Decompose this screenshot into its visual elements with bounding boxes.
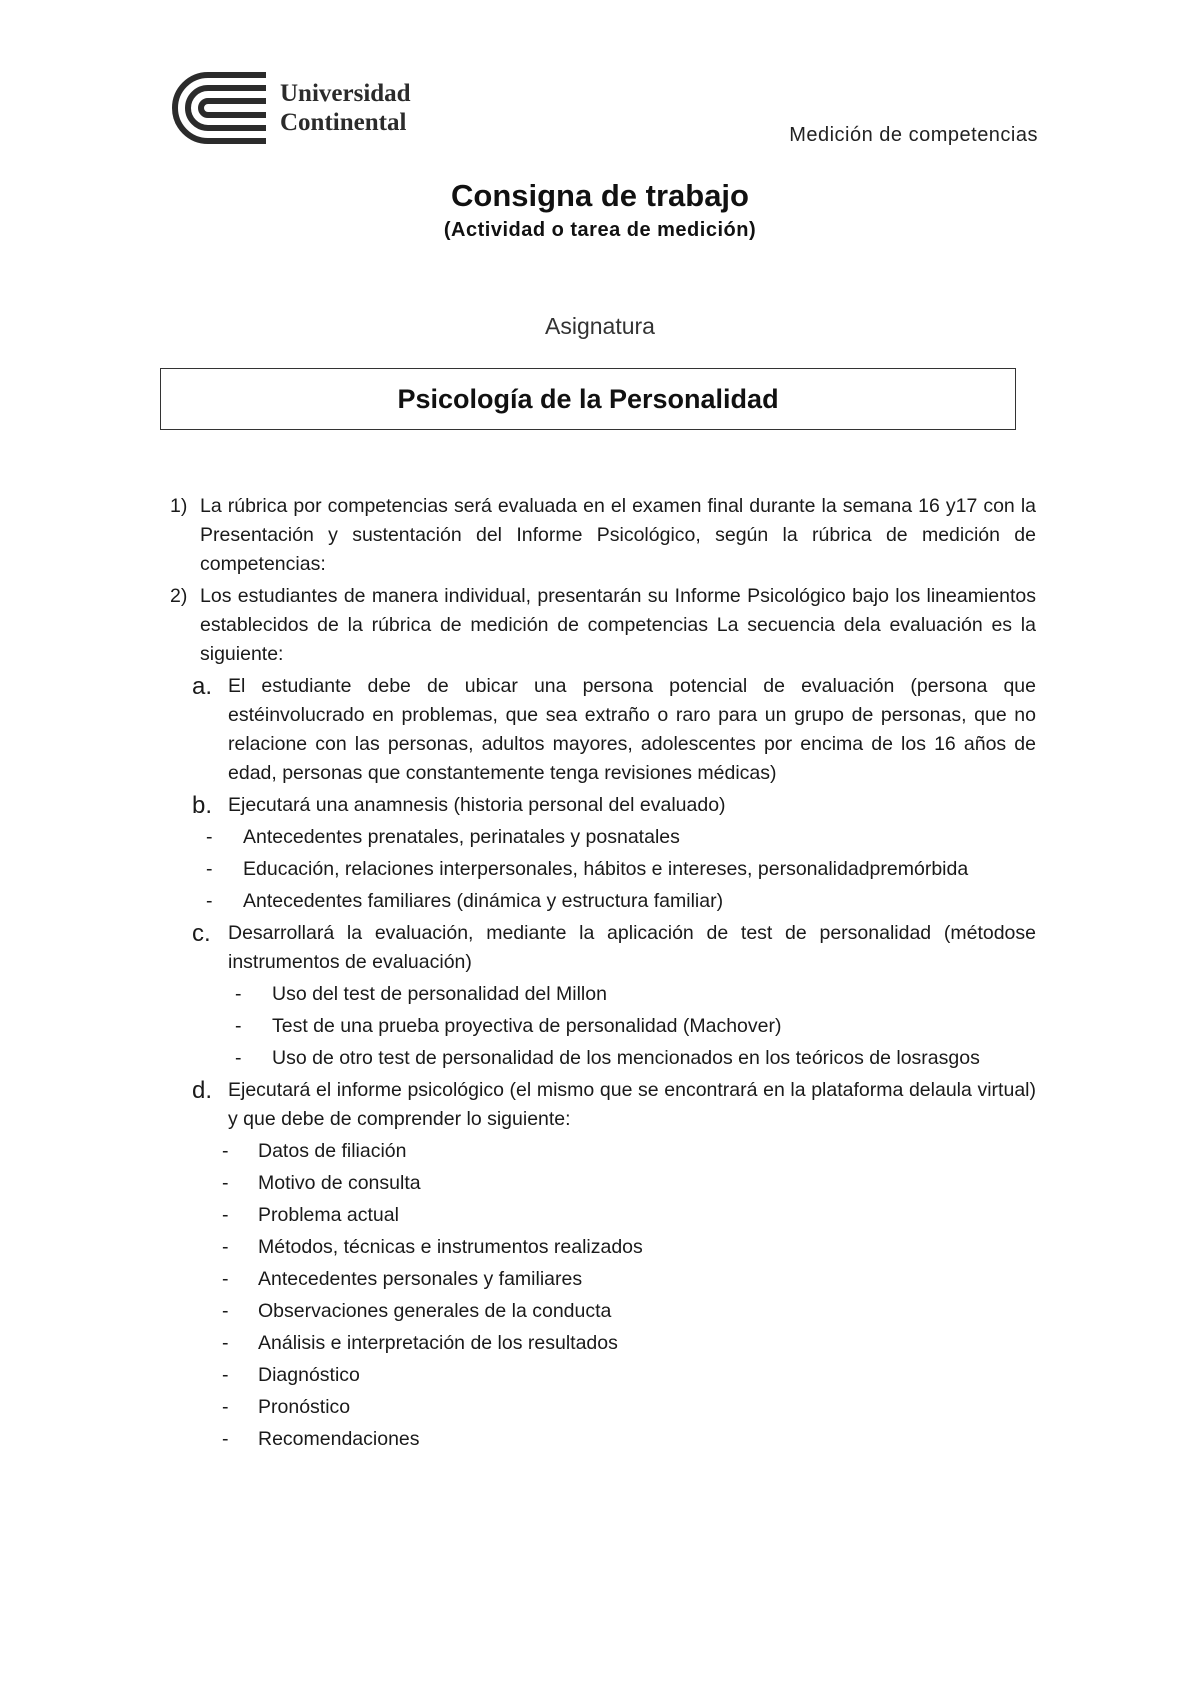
list-item — [170, 1012, 1036, 1041]
asignatura-label: Asignatura — [545, 313, 655, 339]
list-item — [170, 823, 1036, 852]
bullet-dash: - — [206, 890, 213, 912]
list-item-text: Observaciones generales de la conducta — [258, 1300, 612, 1322]
list-item-text: Análisis e interpretación de los resultados — [258, 1332, 618, 1354]
logo-line-1: Universidad — [280, 80, 411, 107]
item-marker: 2) — [170, 585, 188, 607]
item-text: Los estudiantes de manera individual, presentarán su Informe Psicológico bajo los lineamientos establecidos de la rúbrica de medición de competencias La secuencia dela evaluación es la siguiente: — [200, 585, 1036, 665]
sub-item-text: El estudiante debe de ubicar una persona potencial de evaluación (persona que estéinvolucrado en problemas, que sea extraño o raro para un grupo de personas, que no relacione con las personas, adultos mayores, adolescentes por encima de los 16 años de edad, personas que constantemente tenga revisiones médicas) — [228, 675, 1036, 784]
bullet-dash: - — [235, 1047, 242, 1069]
bullet-dash: - — [222, 1268, 229, 1290]
list-item — [170, 1329, 1036, 1358]
list-item — [170, 1361, 1036, 1390]
bullet-dash: - — [222, 1332, 229, 1354]
list-item — [170, 1297, 1036, 1326]
list-item — [170, 1265, 1036, 1294]
list-item-text: Diagnóstico — [258, 1364, 360, 1386]
sub-item-b — [170, 791, 1036, 820]
sub-item-text: Desarrollará la evaluación, mediante la aplicación de test de personalidad (métodose instrumentos de evaluación) — [228, 922, 1036, 973]
page-title: Consigna de trabajo — [451, 178, 749, 213]
list-item — [170, 855, 1036, 884]
bullet-dash: - — [222, 1204, 229, 1226]
sub-item-marker: d. — [192, 1077, 213, 1104]
list-item-text: Antecedentes personales y familiares — [258, 1268, 583, 1290]
logo-wordmark — [280, 79, 411, 137]
list-item-text: Uso de otro test de personalidad de los mencionados en los teóricos de losrasgos — [272, 1047, 980, 1069]
sub-item-a — [170, 672, 1036, 788]
sub-item-marker: b. — [192, 792, 213, 819]
bullet-dash: - — [222, 1172, 229, 1194]
list-item-text: Educación, relaciones interpersonales, hábitos e intereses, personalidadpremórbida — [243, 858, 969, 880]
bullet-dash: - — [206, 826, 213, 848]
bullet-dash: - — [235, 1015, 242, 1037]
list-item — [170, 980, 1036, 1009]
list-item — [170, 1393, 1036, 1422]
bullet-dash: - — [222, 1428, 229, 1450]
bullet-dash: - — [206, 858, 213, 880]
logo-line-2: Continental — [280, 109, 407, 136]
list-item-text: Test de una prueba proyectiva de personalidad (Machover) — [272, 1015, 782, 1037]
sub-item-c — [170, 919, 1036, 977]
list-item — [170, 887, 1036, 916]
numbered-item-2 — [170, 582, 1036, 669]
list-item-text: Motivo de consulta — [258, 1172, 421, 1194]
list-item — [170, 1137, 1036, 1166]
sub-item-marker: c. — [192, 920, 211, 947]
sub-item-marker: a. — [192, 673, 213, 700]
list-item-text: Antecedentes prenatales, perinatales y posnatales — [243, 826, 680, 848]
list-item-text: Uso del test de personalidad del Millon — [272, 983, 607, 1005]
bullet-dash: - — [222, 1300, 229, 1322]
continental-logo-icon — [170, 70, 266, 146]
list-item — [170, 1044, 1036, 1073]
list-item-text: Datos de filiación — [258, 1140, 407, 1162]
list-item-text: Métodos, técnicas e instrumentos realizados — [258, 1236, 643, 1258]
list-item-text: Antecedentes familiares (dinámica y estructura familiar) — [243, 890, 724, 912]
bullet-dash: - — [222, 1236, 229, 1258]
list-item — [170, 1169, 1036, 1198]
item-marker: 1) — [170, 495, 188, 517]
bullet-dash: - — [235, 983, 242, 1005]
page-subtitle: (Actividad o tarea de medición) — [443, 219, 757, 241]
sub-item-text: Ejecutará una anamnesis (historia personal del evaluado) — [228, 794, 726, 816]
list-item — [170, 1425, 1036, 1454]
bullet-dash: - — [222, 1364, 229, 1386]
sub-item-d — [170, 1076, 1036, 1134]
list-item-text: Pronóstico — [258, 1396, 351, 1418]
bullet-dash: - — [222, 1140, 229, 1162]
list-item — [170, 1233, 1036, 1262]
university-logo — [170, 70, 411, 146]
course-name-box — [160, 368, 1016, 430]
bullet-dash: - — [222, 1396, 229, 1418]
list-item-text: Recomendaciones — [258, 1428, 420, 1450]
list-item — [170, 1201, 1036, 1230]
instructions-list — [170, 492, 1036, 1454]
course-name: Psicología de la Personalidad — [397, 383, 779, 414]
item-text: La rúbrica por competencias será evaluada en el examen final durante la semana 16 y17 con la Presentación y sustentación del Informe Psicológico, según la rúbrica de medición de competencias: — [200, 495, 1036, 575]
numbered-item-1 — [170, 492, 1036, 579]
list-item-text: Problema actual — [258, 1204, 399, 1226]
header-subtitle: Medición de competencias — [789, 124, 1038, 146]
sub-item-text: Ejecutará el informe psicológico (el mismo que se encontrará en la plataforma delaula virtual) y que debe de comprender lo siguiente: — [228, 1079, 1036, 1130]
